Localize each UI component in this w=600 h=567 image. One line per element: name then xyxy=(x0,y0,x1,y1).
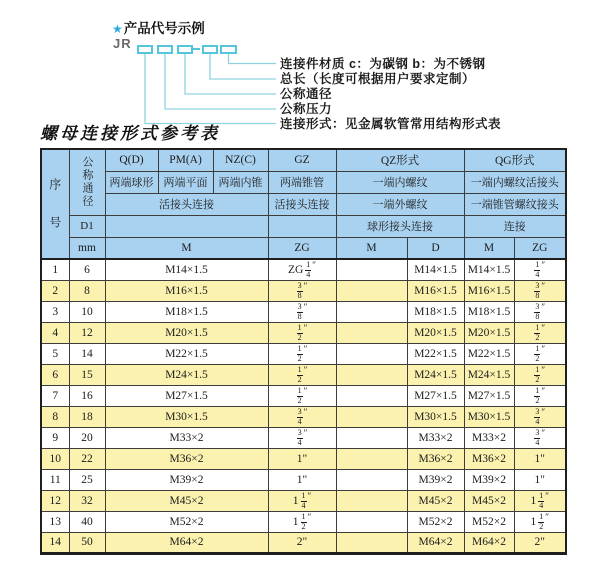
code-box-2 xyxy=(157,45,173,54)
cell-qg-zg: 1" xyxy=(514,469,566,490)
cell-qg-m: M30×1.5 xyxy=(464,406,514,427)
table-row xyxy=(41,280,566,301)
cell-qz-d: M33×2 xyxy=(407,427,464,448)
cell-gz: $\frac{1}{2}$ ″ xyxy=(268,322,336,343)
table-row xyxy=(41,532,566,553)
header-form-qg: QG形式 xyxy=(464,149,566,171)
cell-m: M52×2 xyxy=(105,511,268,532)
cell-m: M14×1.5 xyxy=(105,259,268,280)
leader-line-pressure xyxy=(165,54,276,109)
cell-qz-d: M45×2 xyxy=(407,490,464,511)
leader-line-length xyxy=(210,54,276,79)
cell-qz-d: M20×1.5 xyxy=(407,322,464,343)
cell-m: M22×1.5 xyxy=(105,343,268,364)
cell-qz-d: M16×1.5 xyxy=(407,280,464,301)
cell-qz-m xyxy=(336,469,407,490)
cell-qz-m xyxy=(336,259,407,280)
header-unit-mm: mm xyxy=(69,237,105,259)
cell-qg-zg: $\frac{1}{4}$ ″ xyxy=(514,259,566,280)
product-code-heading xyxy=(112,17,205,37)
product-code-heading-text: 产品代号示例 xyxy=(123,21,205,36)
cell-qz-d: M36×2 xyxy=(407,448,464,469)
cell-qz-m xyxy=(336,385,407,406)
header-row-forms xyxy=(41,149,566,171)
table-row xyxy=(41,406,566,427)
header-unit-d: D xyxy=(407,237,464,259)
cell-seq: 8 xyxy=(41,406,69,427)
header-diameter: 公称通径 xyxy=(69,149,105,215)
cell-qz-m xyxy=(336,511,407,532)
header-unit-m1: M xyxy=(105,237,268,259)
cell-seq: 11 xyxy=(41,469,69,490)
cell-m: M16×1.5 xyxy=(105,280,268,301)
header-subconn-qg: 连接 xyxy=(464,215,566,237)
cell-qg-m: M64×2 xyxy=(464,532,514,553)
cell-qz-d: M24×1.5 xyxy=(407,364,464,385)
table-row xyxy=(41,490,566,511)
table-row xyxy=(41,427,566,448)
cell-gz: $\frac{1}{2}$ ″ xyxy=(268,364,336,385)
cell-seq: 13 xyxy=(41,511,69,532)
header-ends-nz: 两端内锥 xyxy=(213,171,268,193)
cell-dn: 32 xyxy=(69,490,105,511)
header-conn-gz: 活接头连接 xyxy=(268,193,336,215)
header-d1-empty-gz xyxy=(268,215,336,237)
cell-qg-zg: 1 $\frac{1}{4}$ ″ xyxy=(514,490,566,511)
cell-gz: ZG $\frac{1}{4}$ ″ xyxy=(268,259,336,280)
header-d1: D1 xyxy=(69,215,105,237)
header-form-nz: NZ(C) xyxy=(213,149,268,171)
leader-line-connection xyxy=(145,54,276,124)
leader-line-material xyxy=(229,54,277,64)
cell-qg-zg: $\frac{3}{8}$ ″ xyxy=(514,280,566,301)
header-subconn-qz: 球形接头连接 xyxy=(336,215,464,237)
cell-qz-d: M64×2 xyxy=(407,532,464,553)
header-row-units xyxy=(41,237,566,259)
cell-qz-m xyxy=(336,322,407,343)
header-ends-pm: 两端平面 xyxy=(158,171,213,193)
star-icon: ★ xyxy=(112,22,123,36)
cell-dn: 25 xyxy=(69,469,105,490)
header-row-ends xyxy=(41,171,566,193)
cell-qz-m xyxy=(336,343,407,364)
header-unit-m3: M xyxy=(464,237,514,259)
cell-qg-m: M36×2 xyxy=(464,448,514,469)
cell-gz: 1 $\frac{1}{4}$ ″ xyxy=(268,490,336,511)
table-row xyxy=(41,322,566,343)
table-row xyxy=(41,364,566,385)
cell-qz-d: M18×1.5 xyxy=(407,301,464,322)
cell-seq: 4 xyxy=(41,322,69,343)
cell-dn: 40 xyxy=(69,511,105,532)
label-pressure: 公称压力 xyxy=(280,102,333,116)
cell-qz-m xyxy=(336,280,407,301)
table-header xyxy=(41,149,566,259)
header-ends-qd: 两端球形 xyxy=(105,171,158,193)
cell-qg-m: M24×1.5 xyxy=(464,364,514,385)
table-row xyxy=(41,259,566,280)
header-seq: 序号 xyxy=(41,149,69,259)
header-form-qd: Q(D) xyxy=(105,149,158,171)
code-box-3 xyxy=(177,45,193,54)
header-row-d1 xyxy=(41,215,566,237)
header-form-qz: QZ形式 xyxy=(336,149,464,171)
header-conn-qz: 一端外螺纹 xyxy=(336,193,464,215)
cell-qg-zg: $\frac{1}{2}$ ″ xyxy=(514,364,566,385)
cell-seq: 1 xyxy=(41,259,69,280)
cell-qz-m xyxy=(336,364,407,385)
cell-dn: 12 xyxy=(69,322,105,343)
label-connection: 连接形式：见金属软管常用结构形式表 xyxy=(280,116,502,131)
header-form-pm: PM(A) xyxy=(158,149,213,171)
cell-qz-d: M27×1.5 xyxy=(407,385,464,406)
cell-qg-m: M18×1.5 xyxy=(464,301,514,322)
code-box-1 xyxy=(137,45,153,54)
cell-qg-zg: $\frac{3}{8}$ ″ xyxy=(514,301,566,322)
cell-dn: 18 xyxy=(69,406,105,427)
table-row xyxy=(41,511,566,532)
cell-qz-m xyxy=(336,532,407,553)
cell-qg-zg: 2" xyxy=(514,532,566,553)
cell-dn: 8 xyxy=(69,280,105,301)
cell-gz: $\frac{3}{4}$ ″ xyxy=(268,427,336,448)
table-row xyxy=(41,448,566,469)
cell-qg-m: M39×2 xyxy=(464,469,514,490)
cell-qz-m xyxy=(336,301,407,322)
cell-m: M20×1.5 xyxy=(105,322,268,343)
cell-qg-zg: 1 $\frac{1}{2}$ ″ xyxy=(514,511,566,532)
cell-dn: 20 xyxy=(69,427,105,448)
cell-qg-m: M16×1.5 xyxy=(464,280,514,301)
cell-dn: 50 xyxy=(69,532,105,553)
cell-gz: 2" xyxy=(268,532,336,553)
cell-m: M27×1.5 xyxy=(105,385,268,406)
cell-seq: 7 xyxy=(41,385,69,406)
code-prefix-label: JR xyxy=(113,36,132,51)
header-d1-empty-left xyxy=(105,215,268,237)
header-unit-m2: M xyxy=(336,237,407,259)
cell-qz-m xyxy=(336,490,407,511)
cell-qg-zg: $\frac{1}{2}$ ″ xyxy=(514,322,566,343)
cell-qz-m xyxy=(336,448,407,469)
cell-gz: $\frac{1}{2}$ ″ xyxy=(268,385,336,406)
cell-qg-m: M14×1.5 xyxy=(464,259,514,280)
cell-qz-d: M14×1.5 xyxy=(407,259,464,280)
table-row xyxy=(41,343,566,364)
header-conn-qg: 一端锥管螺纹接头 xyxy=(464,193,566,215)
cell-qg-m: M20×1.5 xyxy=(464,322,514,343)
header-ends-gz: 两端锥管 xyxy=(268,171,336,193)
header-unit-zg1: ZG xyxy=(268,237,336,259)
code-box-5 xyxy=(220,45,237,54)
cell-m: M24×1.5 xyxy=(105,364,268,385)
cell-dn: 6 xyxy=(69,259,105,280)
cell-m: M36×2 xyxy=(105,448,268,469)
cell-dn: 22 xyxy=(69,448,105,469)
code-dash xyxy=(193,48,200,50)
cell-gz: $\frac{3}{8}$ ″ xyxy=(268,301,336,322)
cell-m: M45×2 xyxy=(105,490,268,511)
table-body xyxy=(41,259,566,553)
label-material: 连接件材质 c：为碳钢 b：为不锈钢 xyxy=(280,56,486,71)
header-form-gz: GZ xyxy=(268,149,336,171)
cell-qg-zg: 1" xyxy=(514,448,566,469)
table-title: 螺母连接形式参考表 xyxy=(40,124,220,144)
cell-m: M18×1.5 xyxy=(105,301,268,322)
cell-dn: 10 xyxy=(69,301,105,322)
cell-gz: $\frac{1}{2}$ ″ xyxy=(268,343,336,364)
leader-line-diameter xyxy=(185,54,276,94)
cell-dn: 15 xyxy=(69,364,105,385)
header-ends-qz: 一端内螺纹 xyxy=(336,171,464,193)
cell-gz: $\frac{3}{8}$ ″ xyxy=(268,280,336,301)
cell-seq: 2 xyxy=(41,280,69,301)
cell-dn: 14 xyxy=(69,343,105,364)
cell-qz-m xyxy=(336,406,407,427)
cell-qz-d: M52×2 xyxy=(407,511,464,532)
label-length: 总长（长度可根据用户要求定制） xyxy=(280,72,476,86)
cell-seq: 10 xyxy=(41,448,69,469)
cell-seq: 6 xyxy=(41,364,69,385)
cell-qg-m: M22×1.5 xyxy=(464,343,514,364)
cell-seq: 12 xyxy=(41,490,69,511)
table-row xyxy=(41,469,566,490)
cell-qg-m: M52×2 xyxy=(464,511,514,532)
cell-gz: 1" xyxy=(268,469,336,490)
cell-m: M39×2 xyxy=(105,469,268,490)
cell-qg-m: M27×1.5 xyxy=(464,385,514,406)
cell-qg-m: M45×2 xyxy=(464,490,514,511)
cell-gz: 1 $\frac{1}{2}$ ″ xyxy=(268,511,336,532)
header-ends-qg: 一端内螺纹活接头 xyxy=(464,171,566,193)
cell-gz: 1" xyxy=(268,448,336,469)
label-diameter: 公称通径 xyxy=(280,87,333,101)
cell-qg-zg: $\frac{3}{4}$ ″ xyxy=(514,427,566,448)
cell-m: M33×2 xyxy=(105,427,268,448)
cell-seq: 5 xyxy=(41,343,69,364)
cell-qg-zg: $\frac{3}{4}$ ″ xyxy=(514,406,566,427)
cell-qz-d: M30×1.5 xyxy=(407,406,464,427)
cell-qg-m: M33×2 xyxy=(464,427,514,448)
cell-qg-zg: $\frac{1}{2}$ ″ xyxy=(514,385,566,406)
cell-m: M64×2 xyxy=(105,532,268,553)
table-row xyxy=(41,301,566,322)
header-row-connections xyxy=(41,193,566,215)
header-unit-zg2: ZG xyxy=(514,237,566,259)
cell-qz-d: M39×2 xyxy=(407,469,464,490)
cell-gz: $\frac{3}{4}$ ″ xyxy=(268,406,336,427)
cell-seq: 9 xyxy=(41,427,69,448)
cell-qz-m xyxy=(336,427,407,448)
cell-dn: 16 xyxy=(69,385,105,406)
reference-table xyxy=(40,148,567,555)
cell-m: M30×1.5 xyxy=(105,406,268,427)
code-box-4 xyxy=(202,45,218,54)
table-row xyxy=(41,385,566,406)
cell-seq: 14 xyxy=(41,532,69,553)
cell-seq: 3 xyxy=(41,301,69,322)
header-conn-union: 活接头连接 xyxy=(105,193,268,215)
cell-qg-zg: $\frac{1}{2}$ ″ xyxy=(514,343,566,364)
cell-qz-d: M22×1.5 xyxy=(407,343,464,364)
